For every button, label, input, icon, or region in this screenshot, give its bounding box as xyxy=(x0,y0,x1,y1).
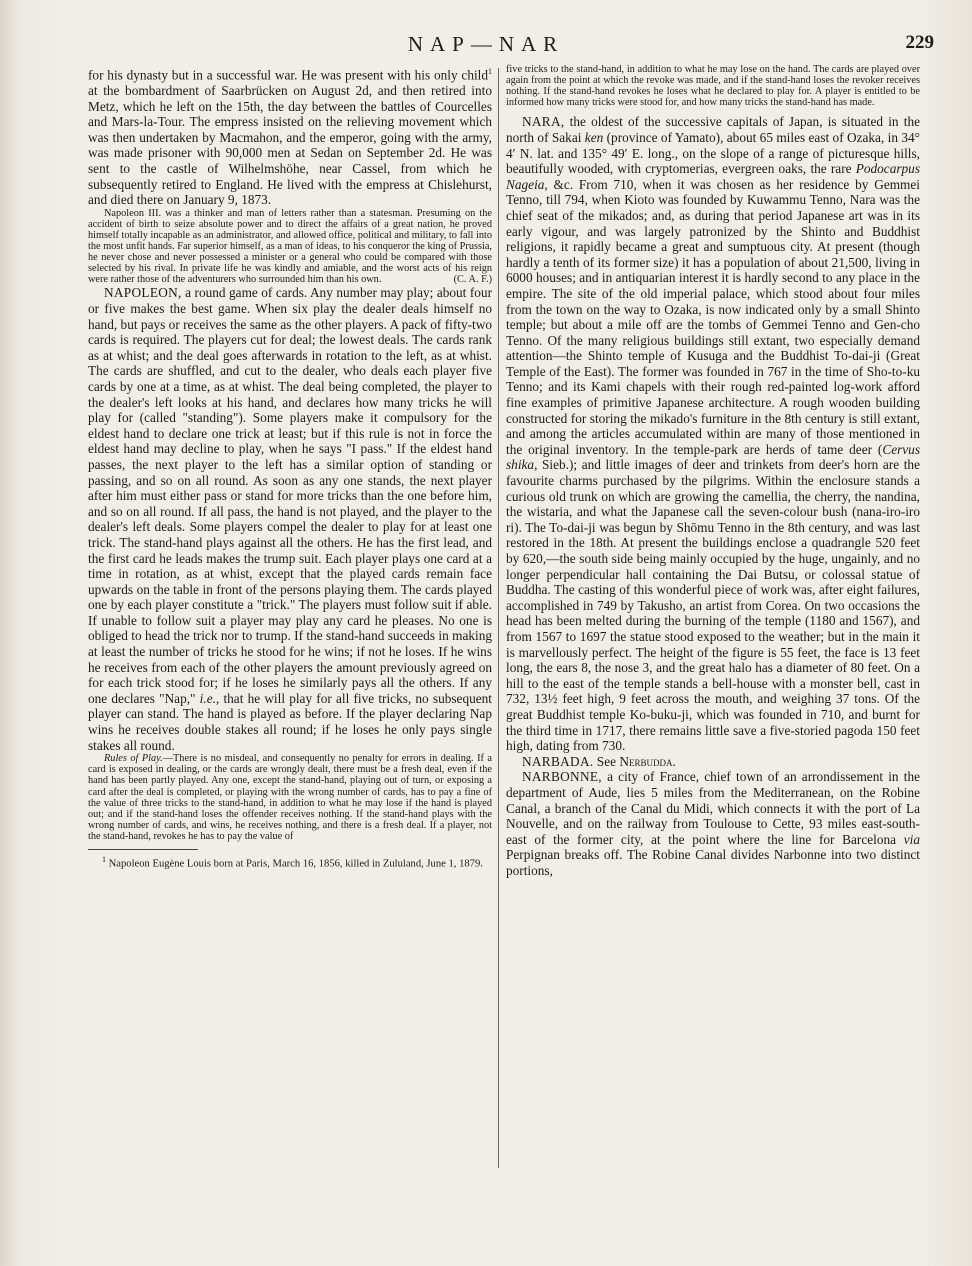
author-signature: (C. A. F.) xyxy=(453,274,492,286)
headword-nara: NARA, xyxy=(522,114,565,130)
page-number: 229 xyxy=(905,32,934,53)
rules-heading: Rules of Play. xyxy=(104,753,163,765)
running-head-title: NAP—NAR xyxy=(407,32,565,56)
right-column xyxy=(506,64,920,878)
headword-narbonne: NARBONNE, xyxy=(522,769,602,785)
napoleon-iii-paragraph: for his dynasty but in a successful war. He was present with his only child$^1$ at the bombardment of Saarbrücken on August 2d, and then retired into Metz, which he left on the 15th, the day between the battles of Courcelles and Mars-la-Tour. The empress insisted on the relieving movement which was then undertaken by Macmahon, and the emperor, going with the army, was made prisoner with 90,000 men at Sedan on September 2d. He was sent to the castle of Wilhelmshöhe, near Cassel, from which he subsequently retired to England. He lived with the empress at Chislehurst, and died there on January 9, 1873. xyxy=(88,67,492,208)
napoleon-iii-note: Napoleon III. was a thinker and man of letters rather than a statesman. Presuming on the accident of birth to seize absolute power and to direct the affairs of a great nation, he proved himself totally incapable as an administrator, and allowed office, political and military, to fall into the most unfit hands. Far superior himself, as a man of ideas, to his conqueror the king of Prussia, he never chose and never possessed a minister or a general who could be compared with those selected by his rival. In private life he was kindly and amiable, and the worst acts of his reign were rather those of the adventurers who surrounded him than his own. (C. A. F.) xyxy=(88,207,492,286)
headword-narbada: NARBADA. xyxy=(522,753,594,769)
footnote: $^1$ Napoleon Eugène Louis born at Paris, March 16, 1856, killed in Zululand, June 1, 1879. xyxy=(102,854,483,870)
left-column xyxy=(88,64,492,870)
napoleon-game-entry: NAPOLEON, a round game of cards. Any number may play; about four or five makes the best game. When six play the dealer deals himself no hand, but pays or receives the same as the other players. A pack of fifty-two cards is required. The players cut for deal; the lowest deals. The cards rank as at whist; and the deal goes afterwards in rotation to the left, as at whist. The cards are shuffled, and cut to the dealer, who deals each player five cards by one at a time, as at whist. The deal being completed, the player to the dealer's left looks at his hand, and declares how many tricks he will play for (called "standing"). Some players make it compulsory for the eldest hand to declare one trick at least; but if this rule is not in force the eldest hand may decline to play, when he says "I pass." If the eldest hand passes, the next player to the left has a similar option of standing or passing, and so on all round. As soon as any one stands, the next player after him must either pass or stand for more tricks than the one before him, and so on all round. If all pass, the hand is not played, and the player to the dealer's left deals. Some players compel the dealer to play for at least one trick. The stand-hand plays against all the others. He has the first lead, and the first card he leads makes the trump suit. Each player plays one card at a time in rotation, as at whist, except that the played cards remain face upwards on the table in front of the persons playing them. The cards played one by each player constitute a "trick." The players must follow suit if able. If unable to follow suit a player may play any card he pleases. No one is obliged to head the trick nor to trump. If the stand-hand succeeds in making at least the number of tricks he stood for he wins; if not he loses. If he wins he receives from each of the other players the amount previously agreed on for each trick stood for; if he loses he similarly pays all the others. If any one declares "Nap," i.e., that he will play for all five tricks, no subsequent player can stand. The hand is played as before. If the player declaring Nap wins he receives double stakes all round; if he loses he only pays single stakes all round. xyxy=(88,285,492,753)
footnote-rule xyxy=(88,849,198,850)
headword-napoleon: NAPOLEON, xyxy=(104,285,182,301)
column-divider xyxy=(498,68,499,1168)
narbonne-entry: NARBONNE, a city of France, chief town of an arrondissement in the department of Aude, lies 5 miles from the Mediterranean, on the Robine Canal, a branch of the Canal du Midi, which connects it with the port of La Nouvelle, and on the railway from Toulouse to Cette, 93 miles east-south-east of the former city, at the point where the line for Barcelona via Perpignan breaks off. The Robine Canal divides Narbonne into two distinct portions, xyxy=(506,769,920,878)
running-header xyxy=(0,32,972,58)
nara-entry: NARA, the oldest of the successive capitals of Japan, is situated in the north of Sakai ken (province of Yamato), about 65 miles east of Ozaka, in 34° 4′ N. lat. and 135° 49′ E. long., on the slope of a range of picturesque hills, beautifully wooded, with cryptomerias, evergreen oaks, the rare Podocarpus Nageia, &c. From 710, when it was chosen as her residence by Gemmei Tenno, till 794, when Kioto was founded by Kuwammu Tenno, Nara was the chief seat of the mikados; and, as during that period Japanese art was in its early vigour, and was largely patronized by the Shinto and Buddhist religions, it rapidly became a great and sumptuous city. At present (though hardly a tenth of its former size) it has a population of about 21,500, living in 6000 houses; and in antiquarian interest it is hardly second to any place in the empire. The site of the old imperial palace, which stood about four miles from the town on the way to Ozaka, is now indicated only by a small Shinto temple; but about a mile off are the tombs of Gemmei Tenno and Gen-cho Tenno. Of the many religious buildings still extant, two especially demand attention—the Shinto temple of Kusuga and the Buddhist To-dai-ji (Great Temple of the East). The former was founded in 767 in the time of Sho-to-ku Tenno; and its Kami chapels with their rough red-painted log-work afford fine examples of primitive Japanese architecture. A rough wooden building constructed for storing the mikado's furniture in the 8th century is still extant, and among the articles accumulated within are many of those mentioned in the original inventory. In the temple-park are herds of tame deer (Cervus shika, Sieb.); and little images of deer and trinkets from deer's horn are the favourite charms purchased by the pilgrims. Within the enclosure stands a curious old trunk on which are growing the camellia, the cherry, the nandina, the wistaria, and what the Japanese call the seven-colour bush (nana-iro-iro ri). The To-dai-ji was begun by Shōmu Tenno in the 8th century, and was last restored in the 18th. At present the buildings enclose a quadrangle 520 feet by 620,—the south side being mainly occupied by the huge, ungainly, and no longer perpendicular hall containing the Dai Butsu, or colossal statue of Buddha. The casting of this wonderful piece of work was, after eight failures, accomplished in 749 by Takusho, an artist from Corea. On two occasions the head has been melted during the burning of the temple (1180 and 1567), and from 1567 to 1697 the statue stood exposed to the weather; but in the main it is marvellously perfect. The height of the figure is 55 feet, the face is 13 feet long, the ears 8, the nose 3, and the great halo has a diameter of 80 feet. On a hill to the east of the temple stands a bell-house with a monster bell, cast in 732, 13½ feet high, 9 feet across the mouth, and weighing 37 tons. Of the great Buddhist temple Ko-buku-ji, which was founded in 710, and burnt for the third time in 1717, there remains little save a five-storied pagoda 150 feet high, dating from 730. xyxy=(506,114,920,754)
narbada-entry: NARBADA. See Nerbudda. xyxy=(522,753,676,769)
footnote-marker: 1 xyxy=(488,67,492,76)
rules-of-play: Rules of Play.—There is no misdeal, and consequently no penalty for errors in dealing. If a card is exposed in dealing, or the cards are wrongly dealt, there must be a fresh deal, even if the hand has been partly played. Any one, except the stand-hand, playing out of turn, or exposing a card after the deal is completed, or playing with the wrong number of cards, has to pay a fine of the value of three tricks to the stand-hand, in addition to what he may lose if the hand is played out; and if the stand-hand loses the offender receives nothing. If the stand-hand plays with the wrong number of cards, and wins, he receives nothing, and there is a fresh deal. If a player, not the stand-hand, revokes he has to pay the value of xyxy=(88,753,492,842)
cross-reference-link[interactable]: Nerbudda xyxy=(619,753,673,769)
rules-continuation: five tricks to the stand-hand, in addition to what he may lose on the hand. The cards are played over again from the point at which the revoke was made, and if the stand-hand loses the revoker receives nothing. If the stand-hand revokes he loses what he declared to play for. A player is entitled to be informed how many tricks were stood for, and how many tricks the stand-hand has made. xyxy=(506,64,920,109)
